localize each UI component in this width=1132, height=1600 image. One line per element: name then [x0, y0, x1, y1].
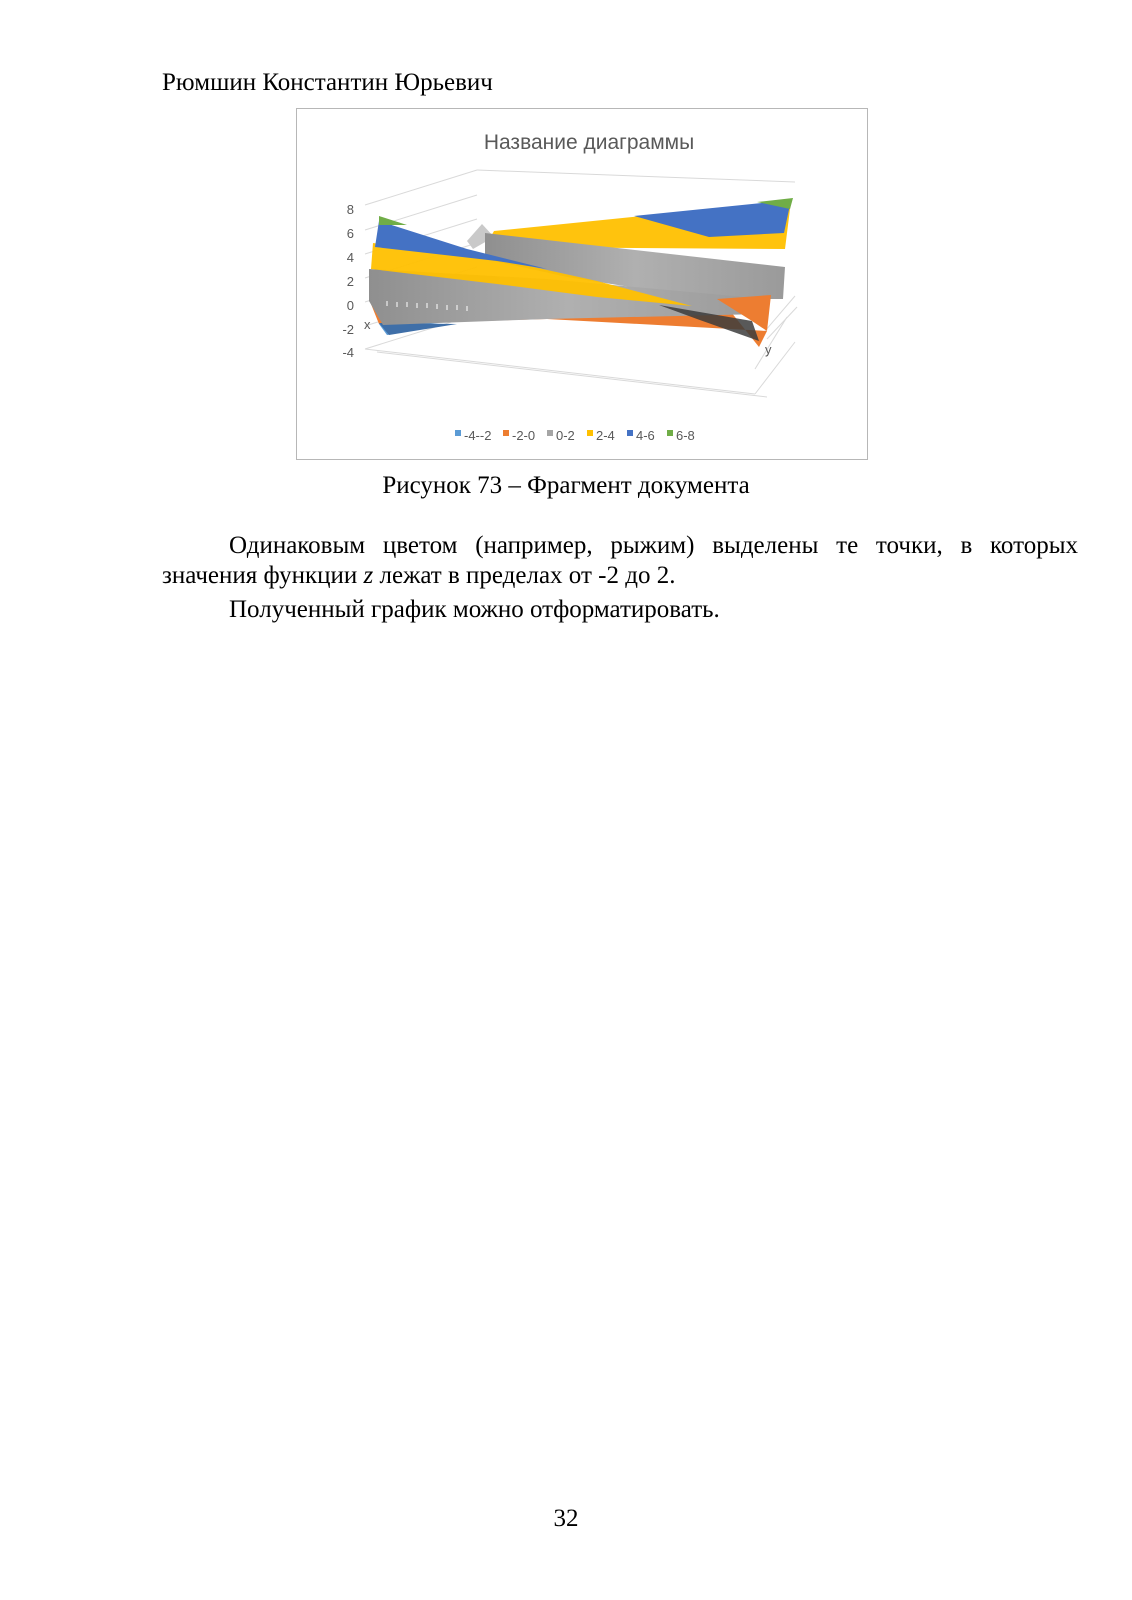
chart-surface: [369, 198, 793, 347]
legend-swatch: [547, 430, 553, 436]
legend-swatch: [455, 430, 461, 436]
body-paragraph: [162, 531, 1078, 591]
z-axis-labels: [342, 202, 354, 360]
page-number: 32: [553, 1505, 579, 1532]
legend-label: -2-0: [512, 428, 536, 443]
legend-label: 4-6: [636, 428, 655, 443]
z-tick-label: 4: [346, 250, 354, 265]
surface-chart: [297, 109, 867, 459]
chart-figure: [296, 108, 868, 460]
z-tick-label: 6: [346, 226, 354, 241]
legend-swatch: [667, 430, 673, 436]
chart-title: Название диаграммы: [483, 131, 695, 154]
surface-band--4--2-dark: [379, 323, 457, 335]
legend-label: 6-8: [676, 428, 695, 443]
legend-swatch: [503, 430, 509, 436]
body-paragraph: Полученный график можно отформатировать.: [229, 596, 720, 623]
surface-band-6-8-front: [379, 216, 407, 225]
legend-swatch: [587, 430, 593, 436]
figure-caption: Рисунок 73 – Фрагмент документа: [382, 472, 750, 499]
legend-label: -4--2: [464, 428, 492, 443]
paragraph-text: лежат в пределах от -2 до 2.: [373, 562, 676, 589]
chart-legend: [455, 428, 695, 443]
y-axis-label: y: [765, 342, 772, 357]
legend-label: 2-4: [596, 428, 615, 443]
document-author: Рюмшин Константин Юрьевич: [162, 69, 493, 96]
x-axis-label: x: [364, 317, 371, 332]
paragraph-text: Одинаковым цветом (например, рыжим) выделены те точки, в которых значения функции: [162, 532, 1078, 589]
legend-label: 0-2: [556, 428, 575, 443]
z-tick-label: 8: [346, 202, 354, 217]
z-tick-label: 2: [346, 274, 354, 289]
z-tick-label: 0: [346, 298, 354, 313]
legend-swatch: [627, 430, 633, 436]
variable-z: z: [363, 562, 374, 589]
z-tick-label: -4: [342, 345, 354, 360]
z-tick-label: -2: [342, 322, 354, 337]
